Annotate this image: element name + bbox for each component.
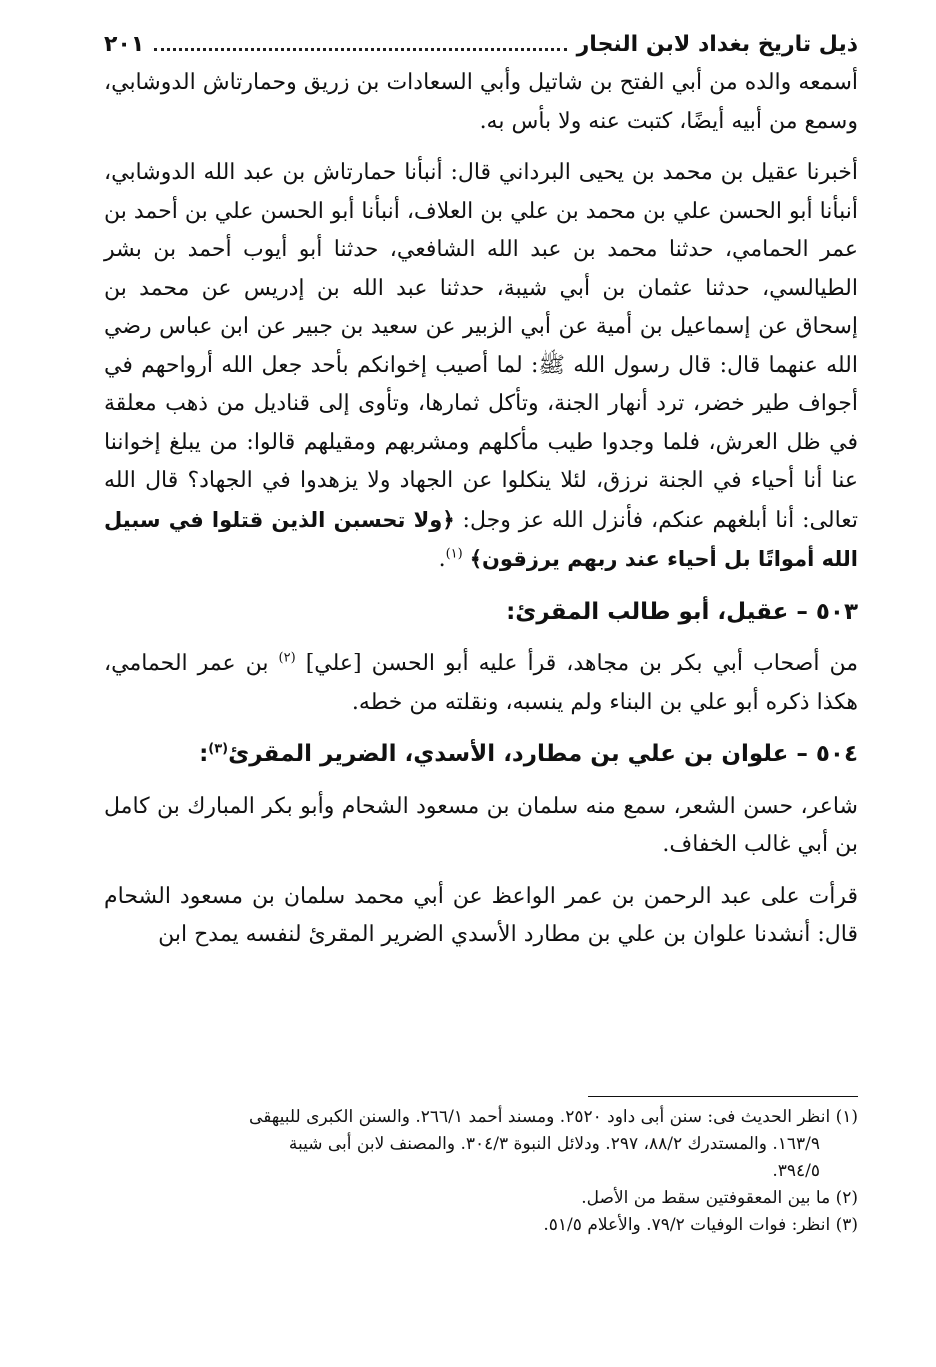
hadith-text: أخبرنا عقيل بن محمد بن يحيى البرداني قال: أنبأنا حمارتاش بن عبد الله الدوشابي، أنبأنا أبو الحسن علي بن محمد بن علي بن العلاف، أنبأنا أبو الحسن علي بن أحمد بن عمر الحمامي، حدثنا محمد بن عبد الله الشافعي، حدثنا أبو أيوب أحمد بن بشر الطيالسي، حدثنا عثمان بن أبي شيبة، حدثنا عبد الله بن إدريس عن محمد بن إسحاق عن إسماعيل بن أمية عن أبي الزبير عن سعيد بن جبير عن ابن عباس رضي الله عنهما قال: قال رسول الله ﷺ: لما أصيب إخوانكم بأحد جعل الله أرواحهم في أجواف طير خضر، ترد أنهار الجنة، وتأكل ثمارها، وتأوى إلى قناديل من ذهب معلقة في ظل العرش، فلما وجدوا طيب مأكلهم ومشربهم ومقيلهم قالوا: من يبلغ إخواننا عنا أنا أحياء في الجنة نرزق، لئلا ينكلوا عن الجهاد ولا يزهدوا في الجهاد؟ قال الله تعالى: أنا أبلغهم عنكم، فأنزل الله عز وجل: bbox=[104, 160, 859, 533]
footnote-2: (٢) ما بين المعقوفتين سقط من الأصل. bbox=[581, 1188, 858, 1208]
hadith-paragraph bbox=[104, 154, 858, 580]
intro-line: وسمع من أبيه أيضًا، كتبت عنه ولا بأس به. bbox=[479, 108, 858, 134]
footnotes bbox=[104, 1104, 858, 1239]
footnote-ref: (٢) bbox=[278, 650, 296, 666]
footnote-1-continued: ٣٩٤/٥. bbox=[772, 1161, 820, 1181]
entry-heading-504 bbox=[104, 735, 858, 774]
entry-heading-503: ٥٠٣ – عقيل، أبو طالب المقرئ: bbox=[506, 598, 858, 625]
footnote-ref: (١) bbox=[445, 546, 463, 562]
entry-503-paragraph bbox=[104, 645, 858, 722]
footnote-3: (٣) انظر: فوات الوفيات ٧٩/٢. والأعلام ٥١/٥. bbox=[543, 1215, 858, 1235]
header-dotted-leader bbox=[154, 38, 566, 51]
main-text bbox=[104, 64, 858, 955]
footnote-ref: (٣) bbox=[208, 741, 229, 757]
quran-verse: ﴿ولا تحسبن الذين قتلوا في سبيل الله أمواتًا بل أحياء عند ربهم يرزقون﴾ bbox=[104, 507, 858, 571]
running-header bbox=[104, 24, 858, 64]
footnote-divider bbox=[588, 1096, 858, 1097]
entry-504-heading-text: ٥٠٤ – علوان بن علي بن مطارد، الأسدي، الضرير المقرئ bbox=[228, 741, 858, 767]
entry-503-text: من أصحاب أبي بكر بن مجاهد، قرأ عليه أبو الحسن [علي] bbox=[305, 651, 858, 676]
footnote-1-continued: ١٦٣/٩. والمستدرك ٨٨/٢، ٢٩٧. ودلائل النبوة ٣٠٤/٣. والمصنف لابن أبى شيبة bbox=[288, 1134, 820, 1154]
intro-paragraph bbox=[104, 64, 858, 141]
intro-line: أسمعه والده من أبي الفتح بن شاتيل وأبي السعادات بن زريق وحمارتاش الدوشابي، bbox=[104, 70, 858, 95]
page-number: ٢٠١ bbox=[104, 31, 145, 57]
heading-colon: : bbox=[199, 741, 209, 767]
entry-504-paragraph-1: شاعر، حسن الشعر، سمع منه سلمان بن مسعود الشحام وأبو بكر المبارك بن كامل بن أبي غالب الخفاف. bbox=[104, 793, 858, 857]
entry-503-text: بن عمر الحمامي، هكذا ذكره أبو علي بن البناء ولم ينسبه، ونقلته من خطه. bbox=[104, 651, 858, 715]
entry-504-paragraph-2: قرأت على عبد الرحمن بن عمر الواعظ عن أبي محمد سلمان بن مسعود الشحام قال: أنشدنا علوان بن علي بن مطارد الأسدي الضرير المقرئ لنفسه يمدح ابن bbox=[104, 883, 858, 947]
footnote-1: (١) انظر الحديث فى: سنن أبى داود ٢٥٢٠. ومسند أحمد ٢٦٦/١. والسنن الكبرى للبيهقى bbox=[249, 1107, 858, 1127]
sentence-end: . bbox=[438, 547, 446, 572]
header-title: ذيل تاريخ بغداد لابن النجار bbox=[576, 31, 858, 57]
